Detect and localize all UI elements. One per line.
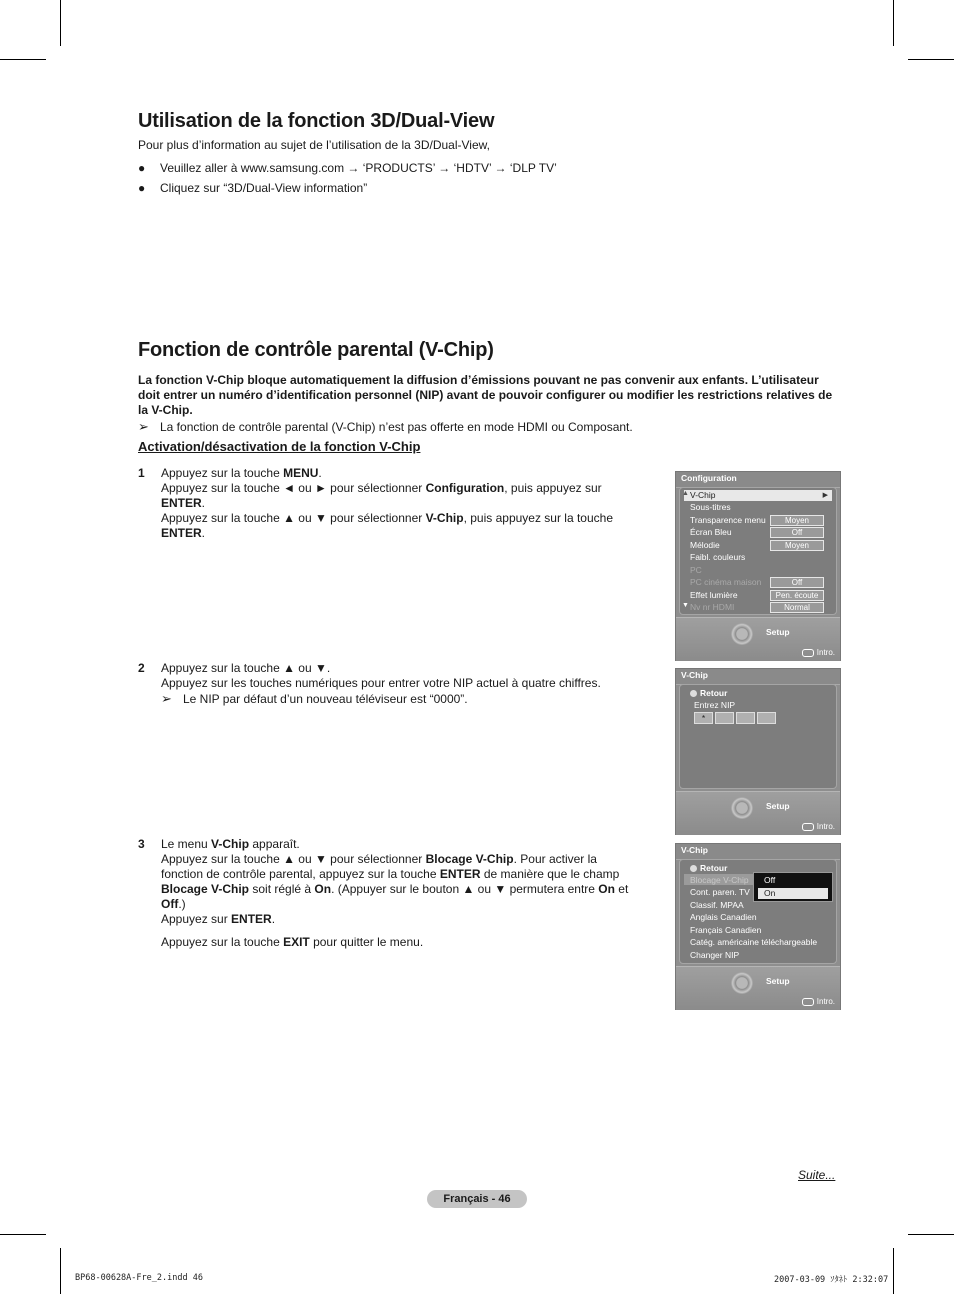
osd-item-blocage-vchip[interactable]: Blocage V-Chip xyxy=(690,875,749,885)
osd-vchip-pin-screen xyxy=(675,668,841,835)
osd-item-effet-lumiere[interactable]: Effet lumière xyxy=(690,590,738,600)
osd-value: Moyen xyxy=(770,540,824,551)
crop-mark xyxy=(60,0,61,46)
option-off[interactable]: Off xyxy=(764,875,776,885)
osd-item-cont-paren-tv[interactable]: Cont. paren. TV xyxy=(690,887,750,897)
step-line: Appuyez sur la touche ▲ ou ▼. xyxy=(161,661,331,675)
osd-footer-label: Setup xyxy=(766,627,790,637)
step-2 xyxy=(138,661,648,707)
section-title-3d: Utilisation de la fonction 3D/Dual-View xyxy=(138,110,495,132)
osd-footer xyxy=(676,791,840,835)
vchip-note xyxy=(138,419,633,435)
crop-mark xyxy=(908,1234,954,1235)
vchip-intro: La fonction V-Chip bloque automatiquement la diffusion d’émissions pouvant ne pas convenir aux enfants. L’utilisateur doit entrer un numéro d’identification personnel (NIP) avant de pouvoir configurer ou modifier les restrictions relatives de la V-Chip. xyxy=(138,373,833,417)
osd-item-faibl-couleurs[interactable]: Faibl. couleurs xyxy=(690,552,746,562)
osd-title: Configuration xyxy=(676,472,840,488)
step-para: Le menu V-Chip apparaît. xyxy=(161,837,300,851)
osd-footer xyxy=(676,617,840,661)
section-intro-3d: Pour plus d’information au sujet de l’utilisation de la 3D/Dual-View, xyxy=(138,138,490,152)
osd-item-nv-nr-hdmi: Nv nr HDMI xyxy=(690,602,735,612)
note-arrow-icon: ➢ xyxy=(138,419,149,434)
osd-value: Pen. écoute xyxy=(770,590,824,601)
enter-icon xyxy=(802,823,814,831)
section-title-vchip: Fonction de contrôle parental (V-Chip) xyxy=(138,339,494,361)
osd-title: V-Chip xyxy=(676,669,840,685)
step-para: Appuyez sur la touche EXIT pour quitter le menu. xyxy=(161,935,424,949)
bullet-text: Cliquez sur “3D/Dual-View information” xyxy=(160,181,368,195)
osd-value: Off xyxy=(770,527,824,538)
scroll-up-icon: ▲ xyxy=(682,490,689,497)
step-1 xyxy=(138,466,648,541)
bullet-icon: ● xyxy=(138,181,146,195)
continued-link: Suite... xyxy=(798,1168,836,1182)
submenu-arrow-icon: ▶ xyxy=(822,492,828,499)
pin-digit-box[interactable] xyxy=(757,712,776,724)
step-line: Appuyez sur les touches numériques pour entrer votre NIP actuel à quatre chiffres. xyxy=(161,676,601,690)
osd-configuration-screen xyxy=(675,471,841,661)
pin-boxes xyxy=(694,712,784,724)
enter-icon xyxy=(802,649,814,657)
step-number: 1 xyxy=(138,466,145,480)
osd-item-pc: PC xyxy=(690,565,702,575)
osd-retour[interactable]: Retour xyxy=(690,687,727,699)
osd-item-francais-canadien[interactable]: Français Canadien xyxy=(690,925,762,935)
osd-value: Normal xyxy=(770,602,824,613)
osd-item-melodie[interactable]: Mélodie xyxy=(690,540,720,550)
step-line: Appuyez sur la touche ◄ ou ► pour sélectionner Configuration, puis appuyez sur ENTER. xyxy=(161,481,602,510)
osd-item-anglais-canadien[interactable]: Anglais Canadien xyxy=(690,912,757,922)
osd-hint: Intro. xyxy=(802,648,835,657)
pin-digit-box[interactable] xyxy=(715,712,734,724)
step-para: Appuyez sur ENTER. xyxy=(161,912,276,926)
osd-item-vchip[interactable]: V-Chip xyxy=(690,490,716,500)
osd-item-sous-titres[interactable]: Sous-titres xyxy=(690,502,731,512)
enter-icon xyxy=(802,998,814,1006)
osd-item-pc-cinema: PC cinéma maison xyxy=(690,577,762,587)
osd-value: Off xyxy=(770,577,824,588)
setup-gear-icon xyxy=(731,972,753,994)
step-number: 3 xyxy=(138,837,145,851)
osd-hint: Intro. xyxy=(802,822,835,831)
crop-mark xyxy=(0,1234,46,1235)
crop-mark xyxy=(893,0,894,46)
crop-mark xyxy=(60,1248,61,1294)
subheading: Activation/désactivation de la fonction V-Chip xyxy=(138,439,421,454)
step-para: Appuyez sur la touche ▲ ou ▼ pour sélectionner Blocage V-Chip. Pour activer la fonction de contrôle parental, appuyez sur la touche ENTER de manière que le champ Blocage V-Chip soit réglé à On. (Appuyer sur le bouton ▲ ou ▼ permutera entre On et Off.) xyxy=(161,852,629,911)
print-slug-left: BP68-00628A-Fre_2.indd 46 xyxy=(75,1273,203,1283)
crop-mark xyxy=(908,59,954,60)
osd-vchip-list xyxy=(679,859,837,964)
setup-gear-icon xyxy=(731,623,753,645)
osd-item-ecran-bleu[interactable]: Écran Bleu xyxy=(690,527,732,537)
bullet-item xyxy=(138,161,557,176)
option-on[interactable]: On xyxy=(758,888,828,899)
return-icon xyxy=(690,690,697,697)
osd-item-transparence[interactable]: Transparence menu xyxy=(690,515,766,525)
step-line: Appuyez sur la touche MENU. xyxy=(161,466,322,480)
step-line: Appuyez sur la touche ▲ ou ▼ pour sélectionner V-Chip, puis appuyez sur la touche ENTER. xyxy=(161,511,614,540)
osd-footer-label: Setup xyxy=(766,801,790,811)
osd-menu-list xyxy=(679,487,837,615)
note-arrow-icon: ➢ xyxy=(161,691,172,706)
bullet-item xyxy=(138,181,367,196)
osd-vchip-menu-screen xyxy=(675,843,841,1010)
bullet-icon: ● xyxy=(138,161,146,175)
osd-pin-prompt: Entrez NIP xyxy=(694,700,736,710)
scroll-down-icon: ▼ xyxy=(682,602,689,609)
osd-pin-panel xyxy=(679,684,837,789)
print-slug-right: 2007-03-09 ｿﾀﾈﾄ 2:32:07 xyxy=(774,1275,889,1285)
osd-onoff-dropdown xyxy=(753,872,833,902)
crop-mark xyxy=(0,59,46,60)
osd-footer xyxy=(676,966,840,1010)
return-icon xyxy=(690,865,697,872)
osd-item-classif-mpaa[interactable]: Classif. MPAA xyxy=(690,900,744,910)
osd-footer-label: Setup xyxy=(766,976,790,986)
bullet-text: Veuillez aller à www.samsung.com → ‘PRODUCTS’ → ‘HDTV’ → ‘DLP TV’ xyxy=(160,161,557,175)
osd-title: V-Chip xyxy=(676,844,840,860)
osd-value: Moyen xyxy=(770,515,824,526)
note-text: La fonction de contrôle parental (V-Chip) n’est pas offerte en mode HDMI ou Composant. xyxy=(160,420,633,434)
page-number-badge: Français - 46 xyxy=(427,1190,527,1208)
setup-gear-icon xyxy=(731,797,753,819)
osd-item-categ-americaine[interactable]: Catég. américaine téléchargeable xyxy=(690,937,818,947)
osd-retour[interactable]: Retour xyxy=(690,862,727,874)
pin-digit-box[interactable]: * xyxy=(694,712,713,724)
osd-item-changer-nip[interactable]: Changer NIP xyxy=(690,950,740,960)
step-3 xyxy=(138,837,633,950)
step-note: ➢ Le NIP par défaut d’un nouveau téléviseur est “0000”. xyxy=(161,691,468,706)
step-number: 2 xyxy=(138,661,145,675)
crop-mark xyxy=(893,1248,894,1294)
pin-digit-box[interactable] xyxy=(736,712,755,724)
osd-hint: Intro. xyxy=(802,997,835,1006)
